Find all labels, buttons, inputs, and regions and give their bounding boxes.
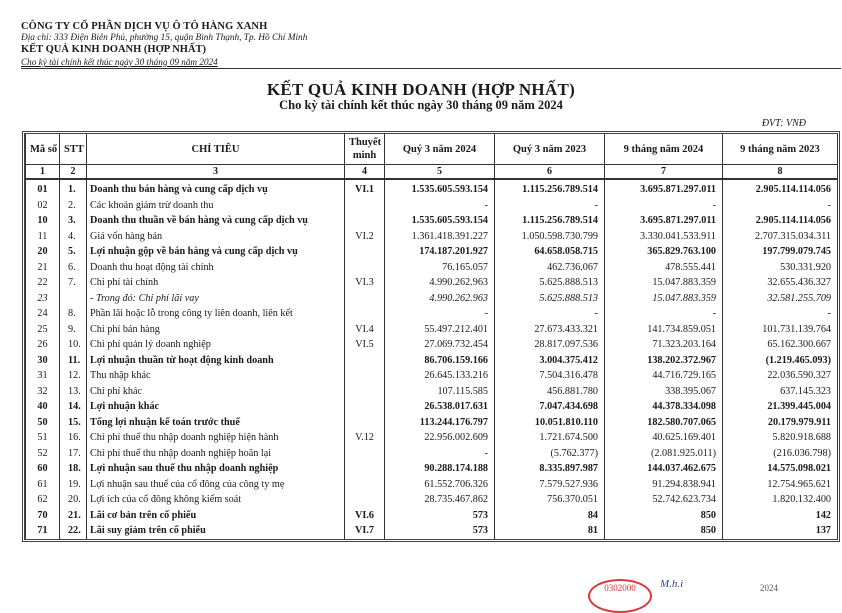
row-item-name: Chi phí khác	[87, 384, 345, 400]
value-9m-2024: -	[605, 306, 723, 322]
value-q3-2024: 26.538.017.631	[385, 399, 495, 415]
col-header-q3-2023: Quý 3 năm 2023	[495, 134, 605, 165]
value-q3-2024: 90.288.174.188	[385, 461, 495, 477]
value-9m-2023: 142	[723, 508, 838, 524]
table-row	[26, 260, 838, 276]
value-q3-2024: 107.115.585	[385, 384, 495, 400]
row-stt: 7.	[60, 275, 87, 291]
row-note: VI.2	[345, 229, 385, 245]
value-q3-2024: 26.645.133.216	[385, 368, 495, 384]
value-9m-2023: 101.731.139.764	[723, 322, 838, 338]
table-row	[26, 384, 838, 400]
value-9m-2023: 2.707.315.034.311	[723, 229, 838, 245]
value-9m-2024: 44.378.334.098	[605, 399, 723, 415]
value-9m-2024: 15.047.883.359	[605, 291, 723, 307]
row-item-name: Lợi ích của cổ đông không kiểm soát	[87, 492, 345, 508]
table-row	[26, 523, 838, 539]
row-code: 30	[26, 353, 60, 369]
row-stt: 20.	[60, 492, 87, 508]
value-9m-2023: 21.399.445.004	[723, 399, 838, 415]
row-note	[345, 461, 385, 477]
col-number: 4	[345, 165, 385, 180]
table-row	[26, 213, 838, 229]
row-code: 24	[26, 306, 60, 322]
value-q3-2024: 4.990.262.963	[385, 275, 495, 291]
value-q3-2023: 456.881.780	[495, 384, 605, 400]
company-stamp: 0302000	[588, 579, 652, 613]
row-code: 51	[26, 430, 60, 446]
row-note: VI.7	[345, 523, 385, 539]
value-q3-2023: 10.051.810.110	[495, 415, 605, 431]
row-code: 11	[26, 229, 60, 245]
value-9m-2023: 2.905.114.114.056	[723, 179, 838, 198]
row-code: 26	[26, 337, 60, 353]
row-stt: 14.	[60, 399, 87, 415]
value-9m-2023: 530.331.920	[723, 260, 838, 276]
row-item-name: Các khoản giảm trừ doanh thu	[87, 198, 345, 214]
table-row	[26, 477, 838, 493]
header-report-title: KẾT QUẢ KINH DOANH (HỢP NHẤT)	[21, 44, 207, 55]
row-code: 71	[26, 523, 60, 539]
value-9m-2024: 40.625.169.401	[605, 430, 723, 446]
row-note	[345, 368, 385, 384]
row-stt: 13.	[60, 384, 87, 400]
row-note	[345, 415, 385, 431]
value-q3-2023: 7.047.434.698	[495, 399, 605, 415]
row-item-name: Lãi suy giảm trên cổ phiếu	[87, 523, 345, 539]
col-number: 8	[723, 165, 838, 180]
value-9m-2023: -	[723, 198, 838, 214]
table-row	[26, 306, 838, 322]
row-item-name: Phần lãi hoặc lỗ trong công ty liên doanh, liên kết	[87, 306, 345, 322]
row-code: 23	[26, 291, 60, 307]
row-stt: 1.	[60, 179, 87, 198]
row-note: VI.4	[345, 322, 385, 338]
table-row	[26, 415, 838, 431]
value-9m-2024: 850	[605, 508, 723, 524]
row-item-name: Lợi nhuận gộp về bán hàng và cung cấp dịch vụ	[87, 244, 345, 260]
value-q3-2023: 1.721.674.500	[495, 430, 605, 446]
value-q3-2024: 55.497.212.401	[385, 322, 495, 338]
row-stt: 15.	[60, 415, 87, 431]
row-code: 40	[26, 399, 60, 415]
row-item-name: - Trong đó: Chi phí lãi vay	[87, 291, 345, 307]
table-row	[26, 461, 838, 477]
value-9m-2024: 3.695.871.297.011	[605, 213, 723, 229]
row-item-name: Lãi cơ bản trên cổ phiếu	[87, 508, 345, 524]
col-header-stt: STT	[60, 134, 87, 165]
row-code: 52	[26, 446, 60, 462]
value-9m-2023: 14.575.098.021	[723, 461, 838, 477]
value-9m-2023: (216.036.798)	[723, 446, 838, 462]
value-9m-2024: 91.294.838.941	[605, 477, 723, 493]
value-q3-2023: 7.504.316.478	[495, 368, 605, 384]
table-row	[26, 492, 838, 508]
value-9m-2023: (1.219.465.093)	[723, 353, 838, 369]
row-stt: 17.	[60, 446, 87, 462]
value-q3-2024: 86.706.159.166	[385, 353, 495, 369]
value-9m-2024: 71.323.203.164	[605, 337, 723, 353]
value-9m-2023: 12.754.965.621	[723, 477, 838, 493]
value-q3-2023: 64.658.058.715	[495, 244, 605, 260]
row-item-name: Chi phí thuế thu nhập doanh nghiệp hiện hành	[87, 430, 345, 446]
value-q3-2024: 61.552.706.326	[385, 477, 495, 493]
row-stt	[60, 291, 87, 307]
col-number: 3	[87, 165, 345, 180]
row-item-name: Chi phí tài chính	[87, 275, 345, 291]
row-stt: 19.	[60, 477, 87, 493]
row-stt: 22.	[60, 523, 87, 539]
value-q3-2023: -	[495, 198, 605, 214]
value-9m-2024: 144.037.462.675	[605, 461, 723, 477]
row-note: VI.6	[345, 508, 385, 524]
value-q3-2023: 1.115.256.789.514	[495, 179, 605, 198]
value-q3-2023: -	[495, 306, 605, 322]
value-q3-2023: 756.370.051	[495, 492, 605, 508]
row-code: 62	[26, 492, 60, 508]
value-q3-2024: 1.535.605.593.154	[385, 179, 495, 198]
row-note: VI.3	[345, 275, 385, 291]
value-9m-2024: 15.047.883.359	[605, 275, 723, 291]
value-9m-2024: 3.695.871.297.011	[605, 179, 723, 198]
row-note	[345, 198, 385, 214]
row-note: VI.1	[345, 179, 385, 198]
row-code: 50	[26, 415, 60, 431]
value-q3-2023: (5.762.377)	[495, 446, 605, 462]
value-q3-2024: 1.361.418.391.227	[385, 229, 495, 245]
row-code: 21	[26, 260, 60, 276]
value-9m-2023: 32.655.436.327	[723, 275, 838, 291]
col-header-9m-2024: 9 tháng năm 2024	[605, 134, 723, 165]
value-9m-2023: 65.162.300.667	[723, 337, 838, 353]
value-9m-2023: 2.905.114.114.056	[723, 213, 838, 229]
row-note	[345, 213, 385, 229]
value-9m-2023: 20.179.979.911	[723, 415, 838, 431]
value-9m-2024: 478.555.441	[605, 260, 723, 276]
value-q3-2024: 1.535.605.593.154	[385, 213, 495, 229]
row-note: VI.5	[345, 337, 385, 353]
value-9m-2023: 137	[723, 523, 838, 539]
value-q3-2023: 1.050.598.730.799	[495, 229, 605, 245]
value-9m-2023: 1.820.132.400	[723, 492, 838, 508]
row-stt: 5.	[60, 244, 87, 260]
col-header-note: Thuyết minh	[345, 134, 385, 165]
value-9m-2023: 22.036.590.327	[723, 368, 838, 384]
row-item-name: Lợi nhuận thuần từ hoạt động kinh doanh	[87, 353, 345, 369]
value-9m-2024: 52.742.623.734	[605, 492, 723, 508]
table-row	[26, 291, 838, 307]
col-number: 7	[605, 165, 723, 180]
value-q3-2024: 22.956.002.609	[385, 430, 495, 446]
value-9m-2023: -	[723, 306, 838, 322]
header-period: Cho kỳ tài chính kết thúc ngày 30 tháng 09 năm 2024	[21, 57, 218, 67]
header-divider	[21, 68, 841, 69]
row-stt: 9.	[60, 322, 87, 338]
row-stt: 3.	[60, 213, 87, 229]
col-number: 5	[385, 165, 495, 180]
table-row	[26, 508, 838, 524]
col-header-9m-2023: 9 tháng năm 2023	[723, 134, 838, 165]
row-stt: 2.	[60, 198, 87, 214]
row-code: 02	[26, 198, 60, 214]
value-q3-2023: 28.817.097.536	[495, 337, 605, 353]
row-note	[345, 306, 385, 322]
row-code: 31	[26, 368, 60, 384]
row-item-name: Lợi nhuận khác	[87, 399, 345, 415]
row-code: 01	[26, 179, 60, 198]
value-q3-2024: 4.990.262.963	[385, 291, 495, 307]
table-row	[26, 244, 838, 260]
row-code: 10	[26, 213, 60, 229]
table-row	[26, 179, 838, 198]
table-row	[26, 198, 838, 214]
table-row	[26, 229, 838, 245]
row-stt: 4.	[60, 229, 87, 245]
row-item-name: Lợi nhuận sau thuế thu nhập doanh nghiệp	[87, 461, 345, 477]
value-q3-2023: 84	[495, 508, 605, 524]
row-item-name: Chi phí quản lý doanh nghiệp	[87, 337, 345, 353]
value-9m-2024: 182.580.707.065	[605, 415, 723, 431]
row-item-name: Tổng lợi nhuận kế toán trước thuế	[87, 415, 345, 431]
row-item-name: Chi phí thuế thu nhập doanh nghiệp hoãn lại	[87, 446, 345, 462]
row-code: 70	[26, 508, 60, 524]
table-row	[26, 399, 838, 415]
row-stt: 8.	[60, 306, 87, 322]
row-note: V.12	[345, 430, 385, 446]
row-note	[345, 353, 385, 369]
value-9m-2024: 365.829.763.100	[605, 244, 723, 260]
row-code: 60	[26, 461, 60, 477]
row-code: 32	[26, 384, 60, 400]
value-q3-2024: 174.187.201.927	[385, 244, 495, 260]
row-item-name: Giá vốn hàng bán	[87, 229, 345, 245]
col-header-code: Mã số	[26, 134, 60, 165]
row-item-name: Doanh thu hoạt động tài chính	[87, 260, 345, 276]
table-header-row	[26, 134, 838, 165]
row-stt: 18.	[60, 461, 87, 477]
col-number: 6	[495, 165, 605, 180]
row-item-name: Doanh thu bán hàng và cung cấp dịch vụ	[87, 179, 345, 198]
value-9m-2024: 138.202.372.967	[605, 353, 723, 369]
value-q3-2023: 3.004.375.412	[495, 353, 605, 369]
row-item-name: Doanh thu thuần về bán hàng và cung cấp dịch vụ	[87, 213, 345, 229]
table-row	[26, 275, 838, 291]
value-q3-2023: 81	[495, 523, 605, 539]
row-note	[345, 291, 385, 307]
row-stt: 11.	[60, 353, 87, 369]
value-q3-2024: -	[385, 198, 495, 214]
value-q3-2023: 1.115.256.789.514	[495, 213, 605, 229]
row-code: 25	[26, 322, 60, 338]
row-note	[345, 384, 385, 400]
currency-unit: ĐVT: VNĐ	[761, 118, 806, 129]
table-row	[26, 430, 838, 446]
col-header-item: CHỈ TIÊU	[87, 134, 345, 165]
company-address: Địa chỉ: 333 Điện Biên Phủ, phường 15, quận Bình Thạnh, Tp. Hồ Chí Minh	[21, 33, 308, 43]
page-subtitle: Cho kỳ tài chính kết thúc ngày 30 tháng 09 năm 2024	[279, 98, 563, 112]
value-q3-2024: 28.735.467.862	[385, 492, 495, 508]
value-9m-2023: 197.799.079.745	[723, 244, 838, 260]
table-row	[26, 337, 838, 353]
col-number: 2	[60, 165, 87, 180]
row-item-name: Thu nhập khác	[87, 368, 345, 384]
value-9m-2023: 5.820.918.688	[723, 430, 838, 446]
value-9m-2024: 3.330.041.533.911	[605, 229, 723, 245]
value-q3-2024: -	[385, 446, 495, 462]
row-stt: 12.	[60, 368, 87, 384]
row-code: 61	[26, 477, 60, 493]
company-name: CÔNG TY CỔ PHẦN DỊCH VỤ Ô TÔ HÀNG XANH	[21, 21, 268, 32]
table-row	[26, 322, 838, 338]
value-q3-2023: 8.335.897.987	[495, 461, 605, 477]
value-q3-2024: 573	[385, 508, 495, 524]
row-item-name: Chi phí bán hàng	[87, 322, 345, 338]
row-stt: 21.	[60, 508, 87, 524]
value-q3-2023: 5.625.888.513	[495, 275, 605, 291]
table-row	[26, 368, 838, 384]
value-q3-2023: 462.736.067	[495, 260, 605, 276]
value-q3-2023: 27.673.433.321	[495, 322, 605, 338]
value-q3-2024: 573	[385, 523, 495, 539]
value-9m-2024: 850	[605, 523, 723, 539]
value-q3-2023: 5.625.888.513	[495, 291, 605, 307]
row-note	[345, 244, 385, 260]
col-header-q3-2024: Quý 3 năm 2024	[385, 134, 495, 165]
row-code: 22	[26, 275, 60, 291]
value-q3-2024: 113.244.176.797	[385, 415, 495, 431]
row-code: 20	[26, 244, 60, 260]
value-q3-2023: 7.579.527.936	[495, 477, 605, 493]
row-note	[345, 492, 385, 508]
row-note	[345, 260, 385, 276]
value-9m-2023: 32.581.255.709	[723, 291, 838, 307]
table-body	[26, 179, 838, 539]
value-q3-2024: -	[385, 306, 495, 322]
value-q3-2024: 76.165.057	[385, 260, 495, 276]
income-statement-table	[22, 131, 840, 542]
value-9m-2024: 141.734.859.051	[605, 322, 723, 338]
value-9m-2024: (2.081.925.011)	[605, 446, 723, 462]
signature-date: 2024	[760, 583, 778, 593]
row-item-name: Lợi nhuận sau thuế của cổ đông của công ty mẹ	[87, 477, 345, 493]
row-note	[345, 477, 385, 493]
value-9m-2023: 637.145.323	[723, 384, 838, 400]
row-stt: 10.	[60, 337, 87, 353]
row-stt: 6.	[60, 260, 87, 276]
value-9m-2024: 44.716.729.165	[605, 368, 723, 384]
table-column-number-row	[26, 165, 838, 180]
row-note	[345, 399, 385, 415]
table-row	[26, 446, 838, 462]
page-title: KẾT QUẢ KINH DOANH (HỢP NHẤT)	[266, 80, 576, 99]
signature: M.h.i	[660, 578, 684, 590]
row-note	[345, 446, 385, 462]
table-row	[26, 353, 838, 369]
value-9m-2024: -	[605, 198, 723, 214]
value-q3-2024: 27.069.732.454	[385, 337, 495, 353]
value-9m-2024: 338.395.067	[605, 384, 723, 400]
col-number: 1	[26, 165, 60, 180]
row-stt: 16.	[60, 430, 87, 446]
